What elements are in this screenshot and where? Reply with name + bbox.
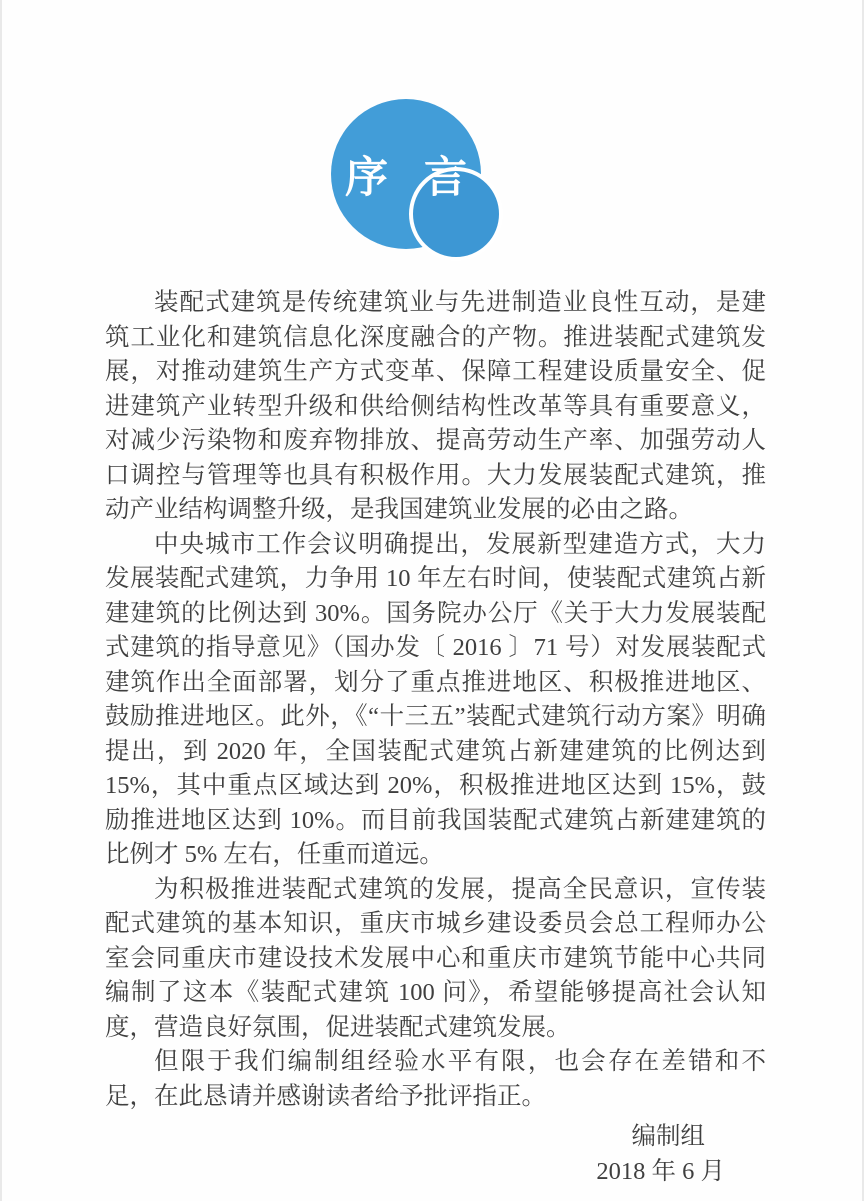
preface-title: 序 言 — [345, 153, 479, 202]
paragraph-2: 中央城市工作会议明确提出，发展新型建造方式，大力发展装配式建筑，力争用 10 年左右时间，使装配式建筑占新建建筑的比例达到 30%。国务院办公厅《关于大力发展装配式建筑的指导意见》（国办发〔 2016 〕71 号）对发展装配式建筑作出全面部署，划分了重点推进地区、积极推进地区、鼓励推进地区。此外，《“十三五”装配式建筑行动方案》明确提出，到 2020 年，全国装配式建筑占新建建筑的比例达到 15%，其中重点区域达到 20%，积极推进地区达到 15%，鼓励推进地区达到 10%。而目前我国装配式建筑占新建建筑的比例才 5% 左右，任重而道远。 — [105, 530, 766, 868]
preface-body — [105, 286, 766, 1189]
signature-date: 2018 年 6 月 — [596, 1157, 725, 1185]
paragraph-3: 为积极推进装配式建筑的发展，提高全民意识，宣传装配式建筑的基本知识，重庆市城乡建设委员会总工程师办公室会同重庆市建设技术发展中心和重庆市建筑节能中心共同编制了这本《装配式建筑 100 问》，希望能够提高社会认知度，营造良好氛围，促进装配式建筑发展。 — [105, 875, 766, 1041]
paragraph-4: 但限于我们编制组经验水平有限，也会存在差错和不足，在此恳请并感谢读者给予批评指正。 — [105, 1048, 766, 1110]
signature-name: 编制组 — [631, 1123, 705, 1150]
preface-badge — [331, 99, 511, 264]
paragraph-1: 装配式建筑是传统建筑业与先进制造业良性互动，是建筑工业化和建筑信息化深度融合的产物。推进装配式建筑发展，对推动建筑生产方式变革、保障工程建设质量安全、促进建筑产业转型升级和供给侧结构性改革等具有重要意义，对减少污染物和废弃物排放、提高劳动生产率、加强劳动人口调控与管理等也具有积极作用。大力发展装配式建筑，推动产业结构调整升级，是我国建筑业发展的必由之路。 — [105, 289, 766, 523]
